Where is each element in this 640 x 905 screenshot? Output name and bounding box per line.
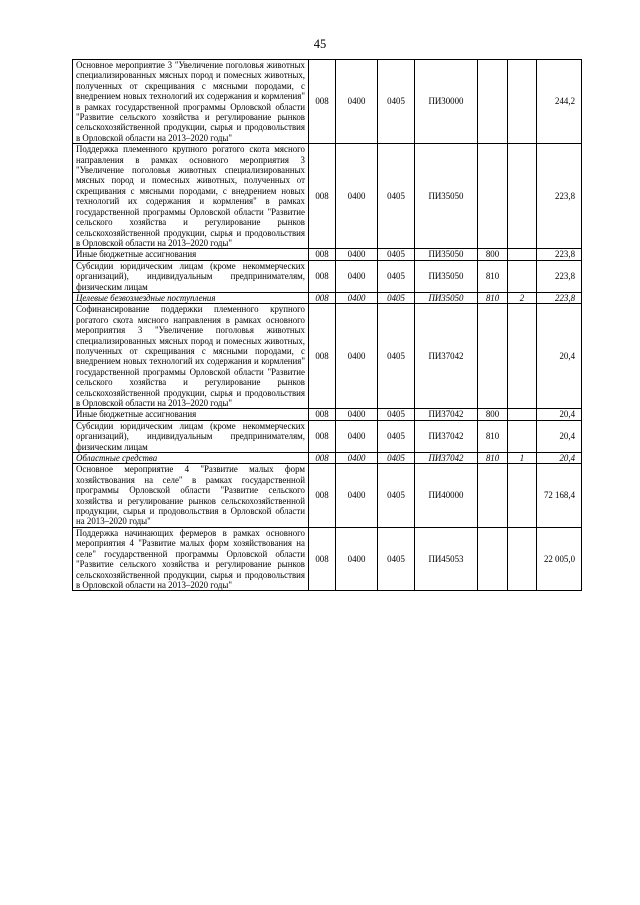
amount-cell: 244,2	[537, 60, 582, 144]
expense-type-cell: 800	[478, 249, 508, 260]
kosgu-code-cell	[508, 260, 537, 292]
kosgu-code-cell	[508, 527, 537, 590]
ministry-code-cell: 008	[309, 144, 336, 249]
expense-type-cell	[478, 464, 508, 527]
kosgu-code-cell: 2	[508, 292, 537, 303]
target-article-cell: ПИ37042	[415, 304, 478, 409]
kosgu-code-cell	[508, 464, 537, 527]
expense-type-cell: 810	[478, 260, 508, 292]
ministry-code-cell: 008	[309, 304, 336, 409]
subsection-code-cell: 0405	[378, 420, 415, 452]
target-article-cell: ПИ37042	[415, 420, 478, 452]
subsection-code-cell: 0405	[378, 260, 415, 292]
amount-cell: 22 005,0	[537, 527, 582, 590]
row-name-cell: Областные средства	[73, 453, 309, 464]
subsection-code-cell: 0405	[378, 144, 415, 249]
amount-cell: 223,8	[537, 144, 582, 249]
expense-type-cell	[478, 60, 508, 144]
amount-cell: 20,4	[537, 304, 582, 409]
page-number: 45	[313, 37, 327, 51]
budget-table	[72, 59, 582, 591]
target-article-cell: ПИ35050	[415, 292, 478, 303]
row-name-cell: Иные бюджетные ассигнования	[73, 409, 309, 420]
table-row	[73, 144, 582, 249]
ministry-code-cell: 008	[309, 409, 336, 420]
row-name-cell: Субсидии юридическим лицам (кроме некоммерческих организаций), индивидуальным предпринимателям, физическим лицам	[73, 420, 309, 452]
subsection-code-cell: 0405	[378, 292, 415, 303]
expense-type-cell	[478, 527, 508, 590]
section-code-cell: 0400	[336, 464, 378, 527]
row-name-cell: Поддержка племенного крупного рогатого скота мясного направления в рамках основного мероприятия 3 "Увеличение поголовья животных специализированных мясных пород и помесных животных, полученных от скрещивания с мясными породами, с внедрением новых технологий их содержания и кормления" в рамках государственной программы Орловской области "Развитие сельского хозяйства и регулирование рынков сельскохозяйственной продукции, сырья и продовольствия в Орловской области на 2013–2020 годы"	[73, 144, 309, 249]
amount-cell: 20,4	[537, 453, 582, 464]
table-row	[73, 420, 582, 452]
row-name-cell: Субсидии юридическим лицам (кроме некоммерческих организаций), индивидуальным предпринимателям, физическим лицам	[73, 260, 309, 292]
target-article-cell: ПИ37042	[415, 453, 478, 464]
ministry-code-cell: 008	[309, 260, 336, 292]
amount-cell: 20,4	[537, 409, 582, 420]
kosgu-code-cell	[508, 249, 537, 260]
target-article-cell: ПИ45053	[415, 527, 478, 590]
table-row	[73, 260, 582, 292]
ministry-code-cell: 008	[309, 420, 336, 452]
kosgu-code-cell	[508, 420, 537, 452]
ministry-code-cell: 008	[309, 60, 336, 144]
expense-type-cell: 810	[478, 453, 508, 464]
ministry-code-cell: 008	[309, 249, 336, 260]
section-code-cell: 0400	[336, 60, 378, 144]
kosgu-code-cell	[508, 409, 537, 420]
section-code-cell: 0400	[336, 249, 378, 260]
kosgu-code-cell	[508, 144, 537, 249]
row-name-cell: Поддержка начинающих фермеров в рамках основного мероприятия 4 "Развитие малых форм хозяйствования на селе" государственной программы Орловской области "Развитие сельского хозяйства и регулирование рынков сельскохозяйственной продукции, сырья и продовольствия в Орловской области на 2013–2020 годы"	[73, 527, 309, 590]
section-code-cell: 0400	[336, 453, 378, 464]
row-name-cell: Софинансирование поддержки племенного крупного рогатого скота мясного направления в рамках основного мероприятия 3 "Увеличение поголовья животных специализированных мясных пород и помесных животных, полученных от скрещивания с мясными породами, с внедрением новых технологий их содержания и кормления" государственной программы Орловской области "Развитие сельского хозяйства и регулирование рынков сельскохозяйственной продукции, сырья и продовольствия в Орловской области на 2013–2020 годы"	[73, 304, 309, 409]
section-code-cell: 0400	[336, 409, 378, 420]
ministry-code-cell: 008	[309, 527, 336, 590]
subsection-code-cell: 0405	[378, 304, 415, 409]
table-row	[73, 60, 582, 144]
kosgu-code-cell	[508, 60, 537, 144]
expense-type-cell: 810	[478, 420, 508, 452]
table-row	[73, 249, 582, 260]
subsection-code-cell: 0405	[378, 527, 415, 590]
subsection-code-cell: 0405	[378, 249, 415, 260]
row-name-cell: Основное мероприятие 4 "Развитие малых форм хозяйствования на селе" в рамках государственной программы Орловской области "Развитие сельского хозяйства и регулирование рынков сельскохозяйственной продукции, сырья и продовольствия в Орловской области на 2013–2020 годы"	[73, 464, 309, 527]
table-row	[73, 304, 582, 409]
table-row	[73, 527, 582, 590]
subsection-code-cell: 0405	[378, 409, 415, 420]
section-code-cell: 0400	[336, 292, 378, 303]
row-name-cell: Иные бюджетные ассигнования	[73, 249, 309, 260]
section-code-cell: 0400	[336, 527, 378, 590]
target-article-cell: ПИ35050	[415, 260, 478, 292]
amount-cell: 223,8	[537, 249, 582, 260]
section-code-cell: 0400	[336, 144, 378, 249]
amount-cell: 72 168,4	[537, 464, 582, 527]
expense-type-cell: 800	[478, 409, 508, 420]
amount-cell: 20,4	[537, 420, 582, 452]
row-name-cell: Основное мероприятие 3 "Увеличение поголовья животных специализированных мясных пород и помесных животных, полученных от скрещивания с мясными породами, с внедрением новых технологий их содержания и кормления" в рамках государственной программы Орловской области "Развитие сельского хозяйства и регулирование рынков сельскохозяйственной продукции, сырья и продовольствия в Орловской области на 2013–2020 годы"	[73, 60, 309, 144]
subsection-code-cell: 0405	[378, 60, 415, 144]
table-row	[73, 292, 582, 303]
expense-type-cell	[478, 304, 508, 409]
amount-cell: 223,8	[537, 292, 582, 303]
subsection-code-cell: 0405	[378, 453, 415, 464]
target-article-cell: ПИ35050	[415, 144, 478, 249]
amount-cell: 223,8	[537, 260, 582, 292]
row-name-cell: Целевые безвозмездные поступления	[73, 292, 309, 303]
section-code-cell: 0400	[336, 260, 378, 292]
kosgu-code-cell: 1	[508, 453, 537, 464]
table-row	[73, 409, 582, 420]
target-article-cell: ПИ40000	[415, 464, 478, 527]
section-code-cell: 0400	[336, 420, 378, 452]
target-article-cell: ПИ35050	[415, 249, 478, 260]
table-row	[73, 453, 582, 464]
table-row	[73, 464, 582, 527]
expense-type-cell	[478, 144, 508, 249]
target-article-cell: ПИ37042	[415, 409, 478, 420]
target-article-cell: ПИ30000	[415, 60, 478, 144]
kosgu-code-cell	[508, 304, 537, 409]
ministry-code-cell: 008	[309, 292, 336, 303]
subsection-code-cell: 0405	[378, 464, 415, 527]
section-code-cell: 0400	[336, 304, 378, 409]
ministry-code-cell: 008	[309, 453, 336, 464]
expense-type-cell: 810	[478, 292, 508, 303]
ministry-code-cell: 008	[309, 464, 336, 527]
